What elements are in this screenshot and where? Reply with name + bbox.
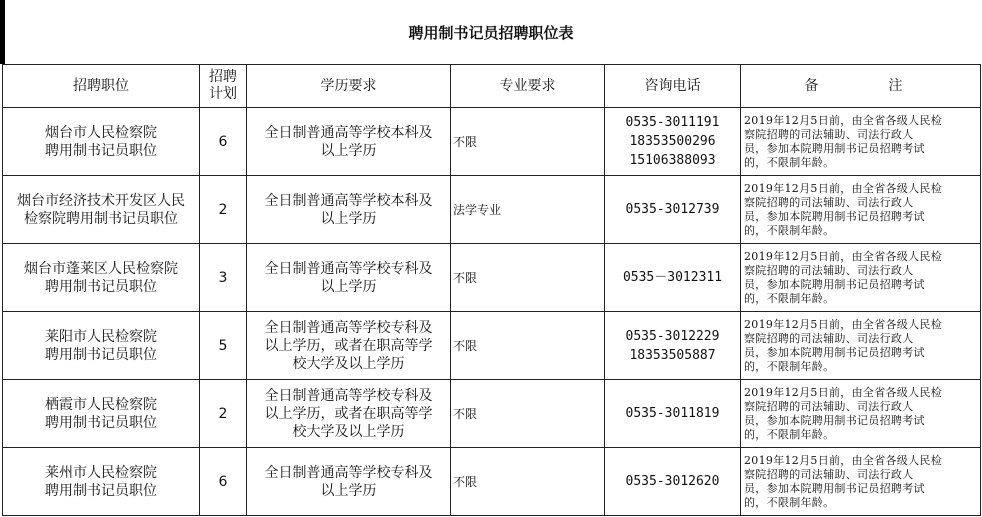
education-line: 以上学历 — [320, 482, 377, 499]
position-line: 聘用制书记员职位 — [45, 482, 157, 499]
position-line: 莱阳市人民检察院 — [45, 328, 157, 345]
position-line: 聘用制书记员职位 — [45, 414, 157, 431]
plan-cell: 2 — [200, 176, 247, 244]
page-title: 聘用制书记员招聘职位表 — [408, 23, 574, 42]
education-line: 全日制普通高等学校专科及 — [264, 464, 433, 481]
note-line: 的，不限制年龄。 — [744, 291, 835, 305]
education-cell — [247, 312, 451, 380]
phone-cell — [605, 108, 741, 176]
note-line: 察院招聘的司法辅助、司法行政人 — [744, 195, 914, 209]
note-cell — [741, 176, 981, 244]
note-cell — [741, 108, 981, 176]
phone-number: 0535-3012620 — [625, 474, 720, 489]
education-line: 全日制普通高等学校专科及 — [264, 319, 433, 336]
header-position: 招聘职位 — [3, 65, 200, 108]
note-cell — [741, 380, 981, 448]
position-line: 聘用制书记员职位 — [45, 142, 157, 159]
note-line: 的，不限制年龄。 — [744, 495, 835, 509]
education-line: 校大学及以上学历 — [292, 355, 405, 372]
note-line: 的，不限制年龄。 — [744, 223, 835, 237]
education-cell — [247, 244, 451, 312]
header-plan — [200, 65, 247, 108]
phone-number: 0535-3011819 — [625, 406, 720, 421]
note-line: 的，不限制年龄。 — [744, 155, 835, 169]
note-line: 察院招聘的司法辅助、司法行政人 — [744, 331, 914, 345]
table-row — [3, 380, 981, 448]
note-line: 察院招聘的司法辅助、司法行政人 — [744, 467, 914, 481]
plan-cell: 6 — [200, 108, 247, 176]
education-line: 以上学历，或者在职高等学 — [264, 405, 433, 422]
position-cell — [3, 448, 200, 516]
education-cell — [247, 380, 451, 448]
header-note: 备 注 — [741, 65, 981, 108]
major-cell: 不限 — [451, 380, 605, 448]
education-line: 全日制普通高等学校专科及 — [264, 260, 433, 277]
phone-number: 0535-3012229 — [625, 328, 720, 344]
position-line: 烟台市蓬莱区人民检察院 — [24, 260, 178, 277]
header-plan-line2: 计划 — [209, 86, 237, 102]
phone-cell — [605, 380, 741, 448]
note-line: 员，参加本院聘用制书记员招聘考试 — [744, 345, 925, 359]
position-cell — [3, 380, 200, 448]
phone-number: 0535-3011191 — [625, 115, 720, 130]
note-line: 2019年12月5日前，由全省各级人民检 — [744, 181, 942, 195]
header-major: 专业要求 — [451, 65, 605, 108]
position-line: 烟台市人民检察院 — [45, 124, 157, 141]
note-line: 察院招聘的司法辅助、司法行政人 — [744, 263, 914, 277]
table-row — [3, 108, 981, 176]
header-phone: 咨询电话 — [605, 65, 741, 108]
position-line: 聘用制书记员职位 — [45, 346, 157, 363]
note-line: 的，不限制年龄。 — [744, 427, 835, 441]
position-line: 栖霞市人民检察院 — [45, 396, 157, 413]
education-cell — [247, 176, 451, 244]
header-plan-line1: 招聘 — [209, 69, 237, 85]
major-cell: 不限 — [451, 108, 605, 176]
education-line: 校大学及以上学历 — [292, 423, 405, 440]
phone-number: 18353500296 — [629, 134, 716, 149]
plan-cell: 5 — [200, 312, 247, 380]
position-cell — [3, 108, 200, 176]
note-cell — [741, 448, 981, 516]
header-education: 学历要求 — [247, 65, 451, 108]
table-row — [3, 448, 981, 516]
note-line: 2019年12月5日前，由全省各级人民检 — [744, 249, 942, 263]
education-line: 以上学历 — [320, 142, 377, 159]
phone-number: 0535-3012739 — [625, 202, 720, 217]
education-cell — [247, 108, 451, 176]
position-cell — [3, 176, 200, 244]
note-line: 察院招聘的司法辅助、司法行政人 — [744, 399, 914, 413]
note-line: 员，参加本院聘用制书记员招聘考试 — [744, 413, 925, 427]
position-cell — [3, 312, 200, 380]
table-row — [3, 176, 981, 244]
position-line: 聘用制书记员职位 — [45, 278, 157, 295]
education-line: 以上学历 — [320, 210, 377, 227]
note-line: 员，参加本院聘用制书记员招聘考试 — [744, 141, 925, 155]
note-cell — [741, 244, 981, 312]
note-line: 2019年12月5日前，由全省各级人民检 — [744, 453, 942, 467]
major-cell: 不限 — [451, 448, 605, 516]
recruitment-table — [2, 64, 981, 516]
plan-cell: 3 — [200, 244, 247, 312]
note-cell — [741, 312, 981, 380]
position-line: 烟台市经济技术开发区人民 — [17, 192, 185, 209]
position-line: 莱州市人民检察院 — [45, 464, 157, 481]
education-cell — [247, 448, 451, 516]
position-cell — [3, 244, 200, 312]
note-line: 2019年12月5日前，由全省各级人民检 — [744, 317, 942, 331]
position-line: 检察院聘用制书记员职位 — [24, 210, 178, 227]
plan-cell: 2 — [200, 380, 247, 448]
note-line: 2019年12月5日前，由全省各级人民检 — [744, 385, 942, 399]
phone-number: 18353505887 — [629, 347, 716, 363]
major-cell: 不限 — [451, 244, 605, 312]
note-line: 员，参加本院聘用制书记员招聘考试 — [744, 481, 925, 495]
note-line: 员，参加本院聘用制书记员招聘考试 — [744, 277, 925, 291]
education-line: 全日制普通高等学校本科及 — [264, 124, 433, 141]
note-line: 员，参加本院聘用制书记员招聘考试 — [744, 209, 925, 223]
phone-number: 15106388093 — [629, 153, 716, 168]
note-line: 察院招聘的司法辅助、司法行政人 — [744, 127, 914, 141]
education-line: 以上学历 — [320, 278, 377, 295]
major-cell: 不限 — [451, 312, 605, 380]
note-line: 的，不限制年龄。 — [744, 359, 835, 373]
education-line: 全日制普通高等学校专科及 — [264, 387, 433, 404]
note-line: 2019年12月5日前，由全省各级人民检 — [744, 113, 942, 127]
phone-cell — [605, 244, 741, 312]
phone-cell — [605, 176, 741, 244]
education-line: 以上学历，或者在职高等学 — [264, 337, 433, 354]
phone-cell — [605, 448, 741, 516]
table-row — [3, 312, 981, 380]
education-line: 全日制普通高等学校本科及 — [264, 192, 433, 209]
phone-cell — [605, 312, 741, 380]
table-row — [3, 244, 981, 312]
major-cell: 法学专业 — [451, 176, 605, 244]
plan-cell: 6 — [200, 448, 247, 516]
table-header-row — [3, 65, 981, 108]
phone-number: 0535－3012311 — [622, 270, 723, 285]
